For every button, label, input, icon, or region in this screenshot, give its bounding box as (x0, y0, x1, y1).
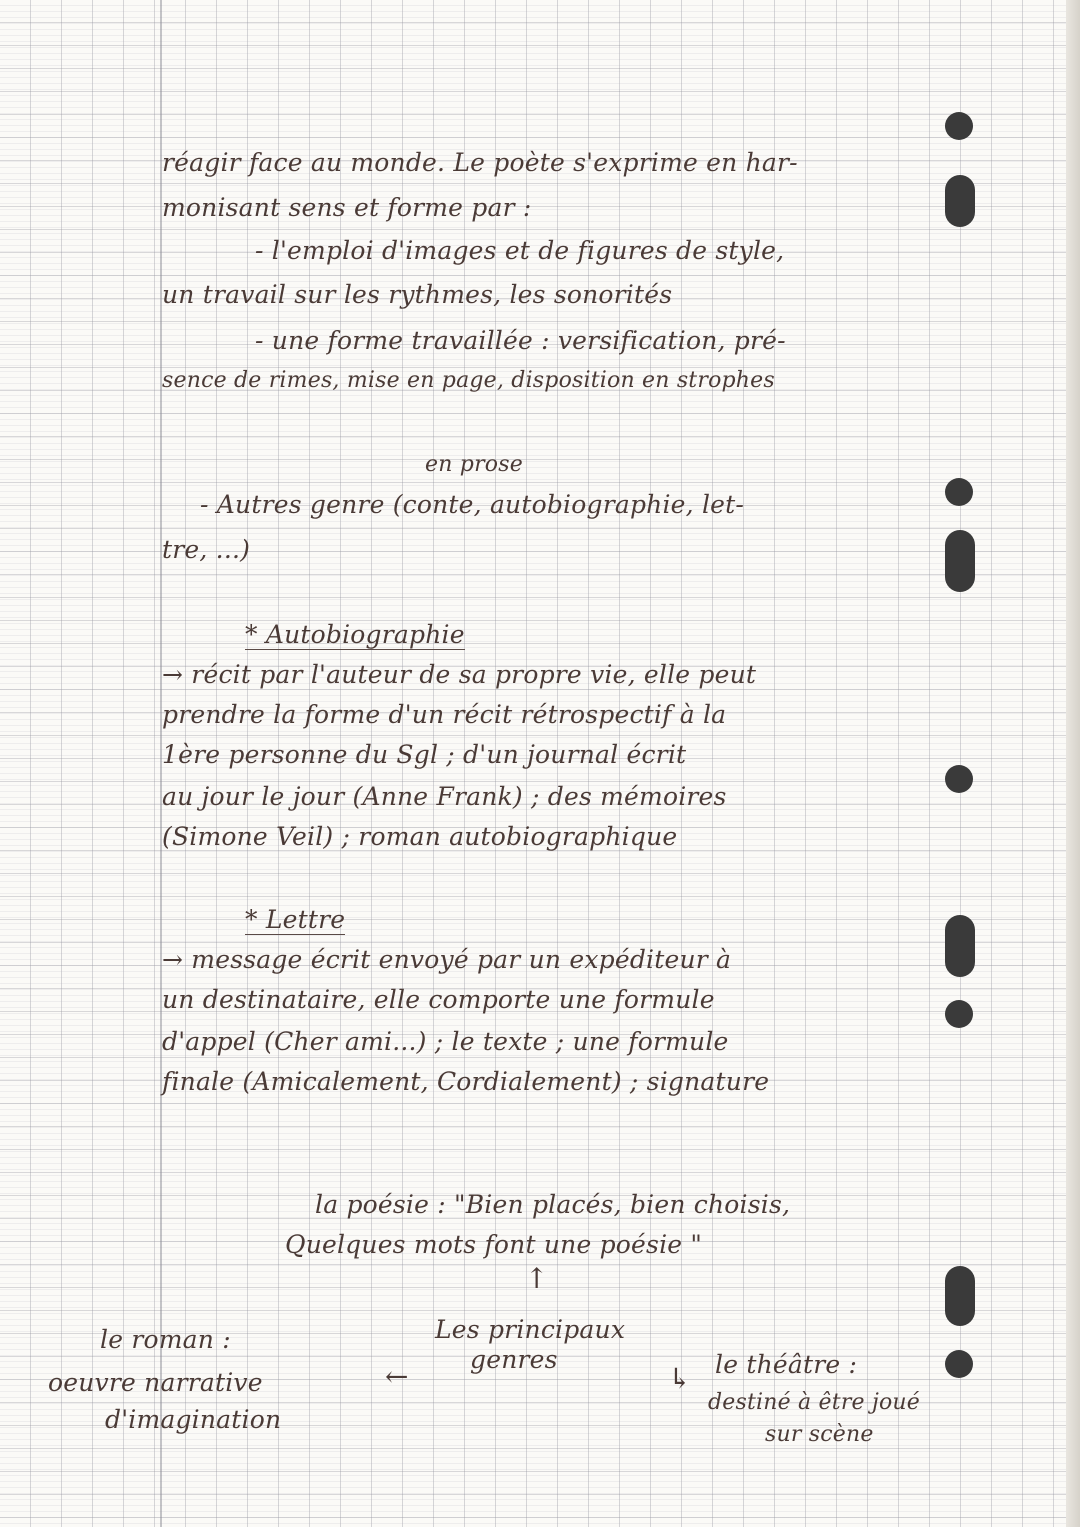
page-edge (1066, 0, 1080, 1527)
lettre-line-3: d'appel (Cher ami...) ; le texte ; une formule (162, 1027, 729, 1056)
lettre-heading: * Lettre (245, 905, 346, 934)
autobiographie-line-1: → récit par l'auteur de sa propre vie, elle peut (162, 660, 757, 689)
diagram-roman-line-2: d'imagination (105, 1405, 282, 1434)
diagram-roman-line-1: oeuvre narrative (48, 1368, 263, 1397)
autobiographie-line-4: au jour le jour (Anne Frank) ; des mémoires (162, 782, 727, 811)
arrow-left-icon: ← (385, 1360, 409, 1393)
poesie-line-4: un travail sur les rythmes, les sonorités (162, 280, 673, 309)
diagram-roman-title: le roman : (100, 1325, 231, 1354)
binder-hole (945, 478, 973, 506)
binder-hole (945, 1266, 975, 1326)
autobiographie-line-5: (Simone Veil) ; roman autobiographique (162, 822, 678, 851)
binder-hole (945, 1000, 973, 1028)
diagram-center-line-1: Les principaux (435, 1315, 626, 1344)
binder-hole (945, 765, 973, 793)
autobiographie-line-2: prendre la forme d'un récit rétrospectif à la (162, 700, 727, 729)
poesie-line-6: sence de rimes, mise en page, disposition en strophes (162, 368, 775, 393)
lettre-line-4: finale (Amicalement, Cordialement) ; signature (162, 1067, 770, 1096)
poesie-line-2: monisant sens et forme par : (162, 193, 532, 222)
annotation-en-prose: en prose (425, 452, 523, 477)
diagram-poesie-line-2: Quelques mots font une poésie " (285, 1230, 703, 1259)
diagram-theatre-line-1: destiné à être joué (708, 1390, 921, 1415)
arrow-right-icon: ↳ (668, 1362, 692, 1395)
poesie-line-3: - l'emploi d'images et de figures de style, (255, 236, 785, 265)
binder-hole (945, 915, 975, 977)
lettre-line-2: un destinataire, elle comporte une formule (162, 985, 715, 1014)
autobiographie-line-3: 1ère personne du Sgl ; d'un journal écrit (162, 740, 687, 769)
arrow-up-icon: ↑ (525, 1262, 549, 1295)
binder-hole (945, 112, 973, 140)
diagram-theatre-title: le théâtre : (715, 1350, 858, 1379)
autobiographie-heading: * Autobiographie (245, 620, 465, 649)
autres-genres-line-2: tre, ...) (162, 535, 251, 564)
lettre-line-1: → message écrit envoyé par un expéditeur à (162, 945, 732, 974)
autres-genres-line-1: - Autres genre (conte, autobiographie, let- (200, 490, 745, 519)
poesie-line-1: réagir face au monde. Le poète s'exprime en har- (162, 148, 798, 177)
diagram-center-line-2: genres (470, 1345, 558, 1374)
diagram-poesie-line-1: la poésie : "Bien placés, bien choisis, (315, 1190, 791, 1219)
binder-hole (945, 530, 975, 592)
diagram-theatre-line-2: sur scène (765, 1422, 874, 1447)
binder-hole (945, 1350, 973, 1378)
binder-hole (945, 175, 975, 227)
poesie-line-5: - une forme travaillée : versification, pré- (255, 326, 786, 355)
